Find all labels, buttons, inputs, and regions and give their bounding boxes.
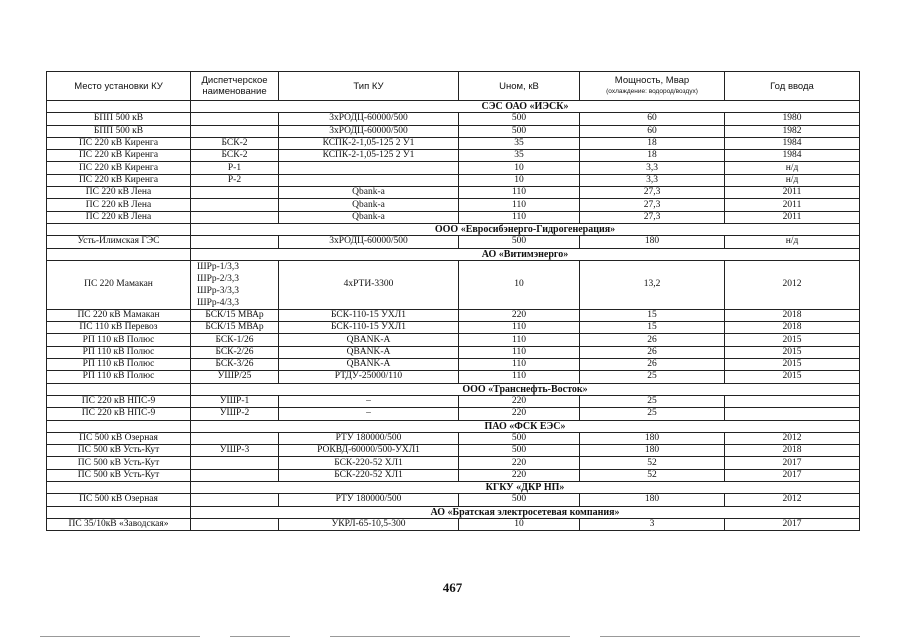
cell-year: 1984 xyxy=(725,150,860,162)
cell-location: ПС 500 кВ Усть-Кут xyxy=(47,457,191,469)
cell-voltage: 10 xyxy=(459,162,580,174)
section-blank-cell xyxy=(47,506,191,518)
table-row xyxy=(47,359,860,371)
cell-voltage: 220 xyxy=(459,408,580,420)
cell-location: ПС 220 кВ Киренга xyxy=(47,162,191,174)
cell-location: БПП 500 кВ xyxy=(47,125,191,137)
section-header-row xyxy=(47,223,860,235)
cell-location: ПС 110 кВ Перевоз xyxy=(47,322,191,334)
cell-voltage: 110 xyxy=(459,199,580,211)
cell-voltage: 35 xyxy=(459,137,580,149)
cell-power: 27,3 xyxy=(580,211,725,223)
cell-voltage: 500 xyxy=(459,236,580,248)
cell-year: 1982 xyxy=(725,125,860,137)
cell-voltage: 220 xyxy=(459,309,580,321)
cell-year: 2017 xyxy=(725,469,860,481)
table-row xyxy=(47,236,860,248)
cell-year: 2017 xyxy=(725,457,860,469)
cell-type: РТДУ-25000/110 xyxy=(279,371,459,383)
dispatch-line: ШРр-2/3,3 xyxy=(197,273,240,284)
header-year: Год ввода xyxy=(725,72,860,101)
cell-location: ПС 500 кВ Усть-Кут xyxy=(47,469,191,481)
cell-year: 2015 xyxy=(725,346,860,358)
cell-dispatch: Р-2 xyxy=(191,174,279,186)
bottom-rule-left xyxy=(40,636,200,637)
cell-year: н/д xyxy=(725,162,860,174)
section-org-name: ООО «Евросибэнерго-Гидрогенерация» xyxy=(191,223,860,235)
table-row xyxy=(47,469,860,481)
section-blank-cell xyxy=(47,223,191,235)
cell-power: 3 xyxy=(580,518,725,530)
cell-dispatch: Р-1 xyxy=(191,162,279,174)
cell-type: РТУ 180000/500 xyxy=(279,494,459,506)
header-location: Место установки КУ xyxy=(47,72,191,101)
cell-type: 4хРТИ-3300 xyxy=(279,260,459,309)
cell-dispatch xyxy=(191,125,279,137)
table-row xyxy=(47,174,860,186)
cell-power: 25 xyxy=(580,408,725,420)
cell-type: Qbank-a xyxy=(279,199,459,211)
cell-dispatch xyxy=(191,236,279,248)
section-header-row xyxy=(47,383,860,395)
table-row xyxy=(47,137,860,149)
cell-voltage: 500 xyxy=(459,125,580,137)
cell-location: ПС 500 кВ Озерная xyxy=(47,432,191,444)
header-type: Тип КУ xyxy=(279,72,459,101)
cell-type: QBANK-A xyxy=(279,346,459,358)
bottom-rule-mid xyxy=(230,636,290,637)
cell-location: БПП 500 кВ xyxy=(47,113,191,125)
cell-power: 180 xyxy=(580,432,725,444)
cell-power: 52 xyxy=(580,469,725,481)
cell-dispatch xyxy=(191,494,279,506)
table-row xyxy=(47,199,860,211)
header-dispatch: Диспетчерское наименование xyxy=(191,72,279,101)
cell-location: ПС 220 кВ НПС-9 xyxy=(47,408,191,420)
section-blank-cell xyxy=(47,101,191,113)
cell-voltage: 220 xyxy=(459,395,580,407)
cell-year: 1980 xyxy=(725,113,860,125)
cell-voltage: 500 xyxy=(459,494,580,506)
cell-location: ПС 220 Мамакан xyxy=(47,260,191,309)
cell-power: 26 xyxy=(580,346,725,358)
table-row xyxy=(47,113,860,125)
cell-type: КСПК-2-1,05-125 2 У1 xyxy=(279,150,459,162)
cell-voltage: 220 xyxy=(459,457,580,469)
cell-type: БСК-110-15 УХЛ1 xyxy=(279,309,459,321)
cell-voltage: 110 xyxy=(459,322,580,334)
table-row xyxy=(47,518,860,530)
cell-power: 25 xyxy=(580,395,725,407)
cell-year xyxy=(725,408,860,420)
table-row xyxy=(47,187,860,199)
cell-power: 180 xyxy=(580,494,725,506)
table-row xyxy=(47,162,860,174)
cell-year: 2012 xyxy=(725,260,860,309)
cell-year: 2015 xyxy=(725,359,860,371)
cell-voltage: 110 xyxy=(459,334,580,346)
cell-power: 18 xyxy=(580,150,725,162)
cell-power: 60 xyxy=(580,113,725,125)
cell-voltage: 220 xyxy=(459,469,580,481)
cell-voltage: 10 xyxy=(459,518,580,530)
cell-location: ПС 220 кВ Лена xyxy=(47,211,191,223)
section-header-row xyxy=(47,482,860,494)
cell-location: ПС 220 кВ Мамакан xyxy=(47,309,191,321)
cell-year: н/д xyxy=(725,236,860,248)
cell-dispatch: БСК/15 МВАр xyxy=(191,309,279,321)
bottom-rule-center xyxy=(330,636,570,637)
cell-type: РТУ 180000/500 xyxy=(279,432,459,444)
cell-year: 2015 xyxy=(725,334,860,346)
dispatch-line: ШРр-3/3,3 xyxy=(197,285,240,296)
cell-power: 3,3 xyxy=(580,162,725,174)
cell-type: РОКВД-60000/500-УХЛ1 xyxy=(279,445,459,457)
section-blank-cell xyxy=(47,482,191,494)
section-blank-cell xyxy=(47,248,191,260)
cell-voltage: 35 xyxy=(459,150,580,162)
capacity-table xyxy=(46,71,860,531)
section-header-row xyxy=(47,420,860,432)
cell-type: QBANK-A xyxy=(279,359,459,371)
table-row xyxy=(47,260,860,309)
cell-year: 2012 xyxy=(725,432,860,444)
header-voltage: Uном, кВ xyxy=(459,72,580,101)
cell-type: УКРЛ-65-10,5-300 xyxy=(279,518,459,530)
table-row xyxy=(47,395,860,407)
cell-year: 2015 xyxy=(725,371,860,383)
header-power-label: Мощность, Мвар xyxy=(614,75,690,86)
cell-location: РП 110 кВ Полюс xyxy=(47,334,191,346)
dispatch-line: ШРр-1/3,3 xyxy=(197,261,240,272)
cell-dispatch: БСК/15 МВАр xyxy=(191,322,279,334)
cell-power: 13,2 xyxy=(580,260,725,309)
table-row xyxy=(47,334,860,346)
table-row xyxy=(47,371,860,383)
cell-year: 2012 xyxy=(725,494,860,506)
header-power-sub: (охлаждение: водород/воздух) xyxy=(606,88,698,95)
cell-dispatch: БСК-2 xyxy=(191,137,279,149)
cell-year: н/д xyxy=(725,174,860,186)
cell-location: РП 110 кВ Полюс xyxy=(47,371,191,383)
section-org-name: АО «Витимэнерго» xyxy=(191,248,860,260)
cell-type: Qbank-a xyxy=(279,187,459,199)
cell-power: 15 xyxy=(580,322,725,334)
cell-dispatch: УШР/25 xyxy=(191,371,279,383)
section-org-name: СЭС ОАО «ИЭСК» xyxy=(191,101,860,113)
cell-power: 60 xyxy=(580,125,725,137)
cell-location: ПС 220 кВ Киренга xyxy=(47,174,191,186)
cell-voltage: 110 xyxy=(459,346,580,358)
cell-type: КСПК-2-1,05-125 2 У1 xyxy=(279,137,459,149)
section-org-name: ПАО «ФСК ЕЭС» xyxy=(191,420,860,432)
cell-location: ПС 500 кВ Усть-Кут xyxy=(47,445,191,457)
cell-location: ПС 220 кВ НПС-9 xyxy=(47,395,191,407)
cell-voltage: 110 xyxy=(459,371,580,383)
cell-type: БСК-220-52 ХЛ1 xyxy=(279,469,459,481)
section-header-row xyxy=(47,101,860,113)
cell-dispatch: УШР-3 xyxy=(191,445,279,457)
cell-dispatch: БСК-2/26 xyxy=(191,346,279,358)
cell-dispatch xyxy=(191,187,279,199)
cell-dispatch xyxy=(191,432,279,444)
table-row xyxy=(47,432,860,444)
cell-type: Qbank-a xyxy=(279,211,459,223)
cell-year: 2018 xyxy=(725,309,860,321)
cell-voltage: 500 xyxy=(459,113,580,125)
cell-type: БСК-220-52 ХЛ1 xyxy=(279,457,459,469)
cell-location: ПС 500 кВ Озерная xyxy=(47,494,191,506)
cell-type: – xyxy=(279,408,459,420)
table-row xyxy=(47,494,860,506)
cell-location: ПС 220 кВ Киренга xyxy=(47,150,191,162)
cell-dispatch xyxy=(191,457,279,469)
cell-dispatch xyxy=(191,211,279,223)
table-row xyxy=(47,309,860,321)
table-row xyxy=(47,408,860,420)
cell-year: 2011 xyxy=(725,211,860,223)
section-org-name: КГКУ «ДКР НП» xyxy=(191,482,860,494)
cell-location: Усть-Илимская ГЭС xyxy=(47,236,191,248)
cell-location: ПС 220 кВ Лена xyxy=(47,199,191,211)
header-power xyxy=(580,72,725,101)
cell-year: 1984 xyxy=(725,137,860,149)
cell-dispatch: УШР-1 xyxy=(191,395,279,407)
cell-power: 180 xyxy=(580,445,725,457)
cell-dispatch xyxy=(191,113,279,125)
cell-dispatch xyxy=(191,199,279,211)
section-blank-cell xyxy=(47,420,191,432)
table-row xyxy=(47,445,860,457)
cell-year: 2018 xyxy=(725,445,860,457)
cell-voltage: 110 xyxy=(459,359,580,371)
table-row xyxy=(47,322,860,334)
cell-year xyxy=(725,395,860,407)
cell-power: 180 xyxy=(580,236,725,248)
cell-power: 52 xyxy=(580,457,725,469)
table-body xyxy=(47,101,860,531)
cell-voltage: 500 xyxy=(459,432,580,444)
bottom-rule-right xyxy=(600,636,860,637)
cell-type xyxy=(279,174,459,186)
cell-dispatch: БСК-3/26 xyxy=(191,359,279,371)
cell-type: 3хРОДЦ-60000/500 xyxy=(279,113,459,125)
section-blank-cell xyxy=(47,383,191,395)
table-row xyxy=(47,125,860,137)
cell-year: 2017 xyxy=(725,518,860,530)
cell-location: ПС 35/10кВ «Заводская» xyxy=(47,518,191,530)
cell-type xyxy=(279,162,459,174)
cell-year: 2011 xyxy=(725,187,860,199)
section-header-row xyxy=(47,248,860,260)
cell-power: 3,3 xyxy=(580,174,725,186)
cell-year: 2018 xyxy=(725,322,860,334)
cell-power: 25 xyxy=(580,371,725,383)
table-row xyxy=(47,346,860,358)
cell-power: 27,3 xyxy=(580,187,725,199)
section-header-row xyxy=(47,506,860,518)
cell-power: 27,3 xyxy=(580,199,725,211)
cell-power: 18 xyxy=(580,137,725,149)
cell-type: QBANK-A xyxy=(279,334,459,346)
cell-year: 2011 xyxy=(725,199,860,211)
section-org-name: ООО «Транснефть-Восток» xyxy=(191,383,860,395)
cell-type: 3хРОДЦ-60000/500 xyxy=(279,236,459,248)
cell-power: 26 xyxy=(580,334,725,346)
table-row xyxy=(47,211,860,223)
section-org-name: АО «Братская электросетевая компания» xyxy=(191,506,860,518)
cell-location: ПС 220 кВ Лена xyxy=(47,187,191,199)
cell-voltage: 10 xyxy=(459,260,580,309)
table-header-row xyxy=(47,72,860,101)
cell-location: ПС 220 кВ Киренга xyxy=(47,137,191,149)
cell-location: РП 110 кВ Полюс xyxy=(47,346,191,358)
cell-voltage: 10 xyxy=(459,174,580,186)
cell-voltage: 110 xyxy=(459,187,580,199)
dispatch-line: ШРр-4/3,3 xyxy=(197,297,240,308)
cell-dispatch: БСК-2 xyxy=(191,150,279,162)
cell-dispatch: УШР-2 xyxy=(191,408,279,420)
cell-type: 3хРОДЦ-60000/500 xyxy=(279,125,459,137)
cell-power: 26 xyxy=(580,359,725,371)
cell-voltage: 500 xyxy=(459,445,580,457)
cell-type: – xyxy=(279,395,459,407)
cell-dispatch: БСК-1/26 xyxy=(191,334,279,346)
cell-location: РП 110 кВ Полюс xyxy=(47,359,191,371)
cell-dispatch xyxy=(191,260,279,309)
page-number: 467 xyxy=(442,580,463,595)
cell-type: БСК-110-15 УХЛ1 xyxy=(279,322,459,334)
cell-voltage: 110 xyxy=(459,211,580,223)
cell-power: 15 xyxy=(580,309,725,321)
table-row xyxy=(47,150,860,162)
cell-dispatch xyxy=(191,469,279,481)
table-row xyxy=(47,457,860,469)
cell-dispatch xyxy=(191,518,279,530)
